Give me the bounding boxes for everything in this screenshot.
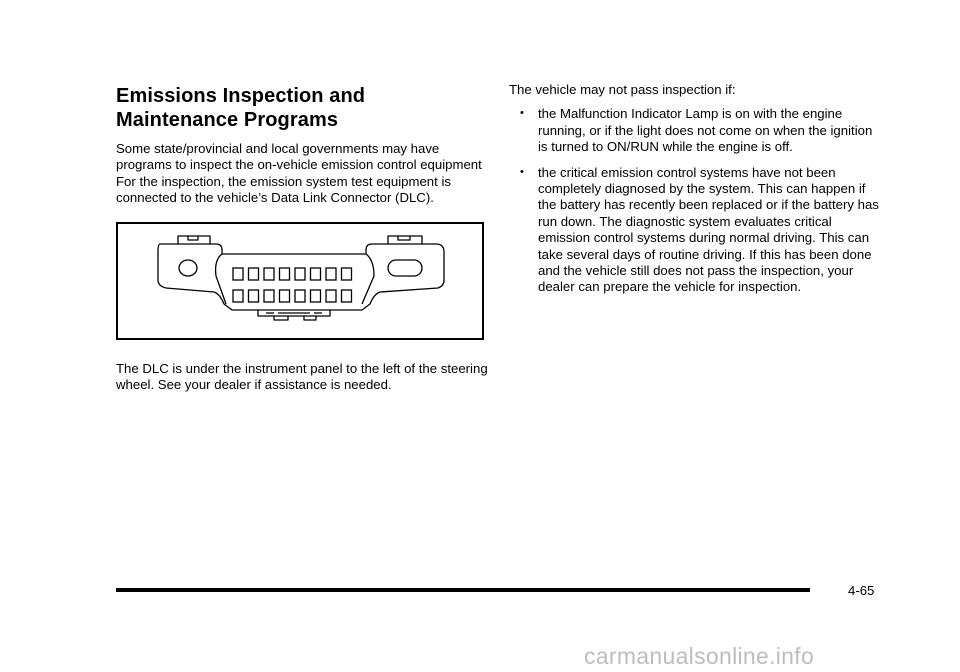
connector-pin <box>264 290 274 302</box>
list-item-text: the Malfunction Indicator Lamp is on with the engine running, or if the light does not come on when the ignition is turned to ON/RUN while the engine is off. <box>538 106 873 155</box>
watermark: carmanualsonline.info <box>584 643 815 669</box>
inspection-lead: The vehicle may not pass inspection if: <box>509 82 736 97</box>
connector-pin <box>249 268 259 280</box>
right-column <box>509 82 884 305</box>
connector-pin <box>249 290 259 302</box>
list-item-text: the critical emission control systems have not been completely diagnosed by the system. This can happen if the battery has recently been replaced or if the battery has run down. The diagnostic system evaluates critical emission control systems during normal driving. This can take several days of routine driving. If this has been done and the vehicle still does not pass the inspection, your dealer can prepare the vehicle for inspection. <box>538 164 879 295</box>
dlc-connector-icon <box>118 224 482 338</box>
connector-pin <box>280 268 290 280</box>
connector-pin <box>311 268 321 280</box>
connector-pin <box>342 268 352 280</box>
connector-pin <box>295 290 305 302</box>
bullet-icon: • <box>520 107 524 120</box>
section-heading: Emissions Inspection and Maintenance Programs <box>116 85 366 131</box>
dlc-figure <box>116 222 484 340</box>
connector-pin <box>326 268 336 280</box>
connector-pin <box>233 268 243 280</box>
page-number: 4-65 <box>848 583 875 598</box>
dlc-location-paragraph: The DLC is under the instrument panel to the left of the steering wheel. See your dealer if assistance is needed. <box>116 361 488 393</box>
connector-pin <box>326 290 336 302</box>
bullet-icon: • <box>520 165 524 178</box>
connector-pin <box>342 290 352 302</box>
connector-pin <box>233 290 243 302</box>
connector-pin <box>280 290 290 302</box>
connector-pin <box>311 290 321 302</box>
connector-pin <box>264 268 274 280</box>
list-item <box>509 106 884 155</box>
connector-pin <box>295 268 305 280</box>
inspection-conditions-list <box>509 106 884 295</box>
list-item <box>509 165 884 296</box>
footer-rule <box>116 588 810 592</box>
intro-paragraph: Some state/provincial and local governments may have programs to inspect the on-vehicle emission control equipment For the inspection, the emission system test equipment is connected to the vehicle’s Data Link Connector (DLC). <box>116 141 482 206</box>
left-column <box>116 84 488 207</box>
